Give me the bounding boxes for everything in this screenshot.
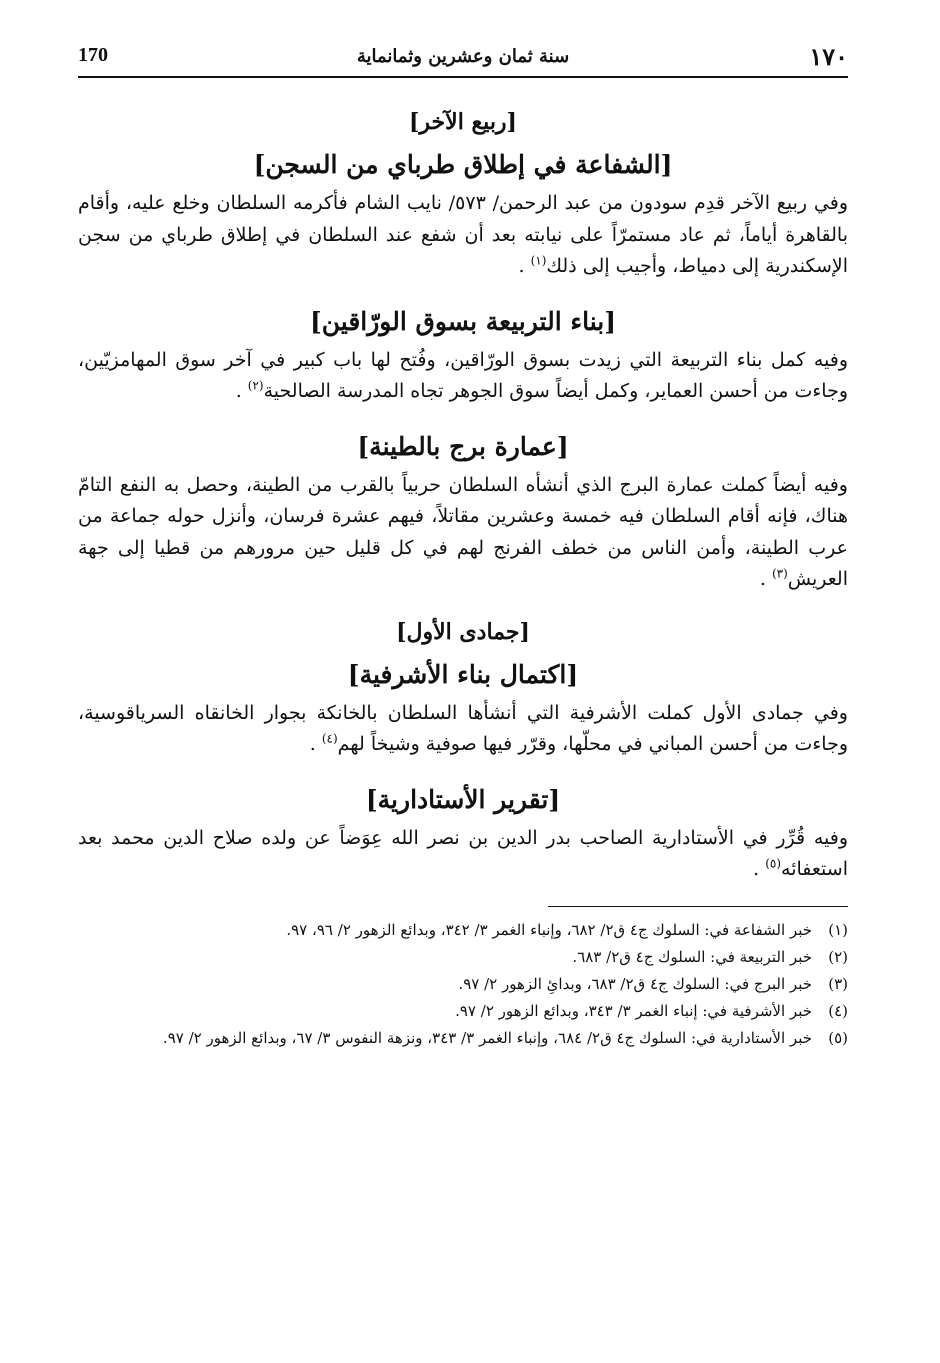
section-heading-ustadariya: [تقرير الأستادارية]	[365, 784, 561, 814]
section-heading-tarbia: [بناء التربيعة بسوق الورّاقين]	[309, 306, 617, 336]
footnote-number: (١)	[828, 920, 848, 939]
section-heading-ashrafiya: [اكتمال بناء الأشرفية]	[347, 659, 579, 689]
paragraph-end: .	[759, 568, 766, 590]
footnote-item	[78, 1025, 848, 1052]
paragraph-intercession	[78, 188, 848, 283]
page-number: 170	[78, 44, 108, 66]
paragraph-text: وفيه كمل بناء التربيعة التي زيدت بسوق الورّاقين، وفُتح لها باب كبير في آخر سوق المهامزيّين، وجاءت من أحسن العماير، وكمل أيضاً سوق الجوهر تجاه المدرسة الصالحية	[78, 348, 848, 402]
footnote-text: خبر الشفاعة في: السلوك ج٤ ق٢/ ٦٨٢، وإنباء الغمر ٣/ ٣٤٢، وبدائع الزهور ٢/ ٩٦، ٩٧.	[286, 920, 812, 939]
footnote-ref: (٤)	[321, 731, 338, 746]
paragraph-end: .	[309, 733, 316, 755]
section-heading-intercession: [الشفاعة في إطلاق طرباي من السجن]	[253, 150, 673, 179]
month-heading-rabi-akhir: [ربيع الآخر]	[409, 109, 517, 135]
footnote-number: (٤)	[828, 1001, 848, 1020]
page-body	[78, 78, 848, 886]
footnotes	[78, 906, 848, 1052]
footnote-number: (٣)	[828, 974, 848, 993]
footnote-ref: (٣)	[771, 566, 788, 581]
paragraph-tarbia	[78, 345, 848, 408]
footnote-text: خبر الأستادارية في: السلوك ج٤ ق٢/ ٦٨٤، وإنباء الغمر ٣/ ٣٤٣، ونزهة النفوس ٣/ ٦٧، وبدائع الزهور ٢/ ٩٧.	[162, 1028, 812, 1047]
footnote-number: (٥)	[828, 1028, 848, 1047]
footnote-item	[78, 917, 848, 944]
footnote-text: خبر الأشرفية في: إنباء الغمر ٣/ ٣٤٣، وبدائع الزهور ٢/ ٩٧.	[455, 1001, 812, 1020]
paragraph-text: وفي جمادى الأول كملت الأشرفية التي أنشأها السلطان بالخانكة بجوار الخانقاه السرياقوسية، وجاءت من أحسن المباني في محلّها، وقرّر فيها صوفية وشيخاً لهم	[78, 701, 848, 755]
paragraph-end: .	[753, 858, 760, 880]
paragraph-text: وفي ربيع الآخر قدِم سودون من عبد الرحمن/ ٥٧٣/ نايب الشام فأكرمه السلطان وخلع عليه، وأقام بالقاهرة أياماً، ثم عاد مستمرّاً على نيابته بعد أن شفع عند السلطان في إطلاق طرباي من سجن الإسكندرية إلى دمياط، وأجيب إلى ذلك	[78, 192, 849, 277]
paragraph-end: .	[235, 380, 242, 402]
paragraph-text: وفيه أيضاً كملت عمارة البرج الذي أنشأه السلطان حربياً بالقرب من الطينة، وحصل به النفع التامّ هناك، فإنه أقام السلطان فيه خمسة وعشرين مقاتلاً، فيهم عشرة فرسان، وأنزل حوله جماعة من عرب الطينة، وأمن الناس من خطف الفرنج لهم في كل قليل حين مرورهم من قطيا إلى جهة العريش	[78, 473, 848, 590]
footnote-item	[78, 998, 848, 1025]
page-header	[78, 40, 848, 78]
paragraph-text: وفيه قُرِّر في الأستادارية الصاحب بدر الدين بن نصر الله عِوَضاً عن ولده صلاح الدين محمد بعد استعفائه	[78, 826, 848, 880]
paragraph-ustadariya	[78, 823, 848, 886]
paragraph-end: .	[518, 255, 525, 277]
running-title: سنة ثمان وعشرين وثمانماية	[356, 46, 570, 67]
footnote-number: (٢)	[828, 947, 848, 966]
page-number-arabic: ١٧٠	[809, 42, 848, 71]
paragraph-tower	[78, 470, 848, 596]
paragraph-ashrafiya	[78, 698, 848, 761]
footnote-text: خبر التربيعة في: السلوك ج٤ ق٢/ ٦٨٣.	[572, 947, 812, 966]
book-page	[78, 40, 848, 1052]
footnote-ref: (٥)	[765, 856, 782, 871]
footnote-item	[78, 944, 848, 971]
footnote-item	[78, 971, 848, 998]
footnote-ref: (١)	[530, 253, 547, 268]
month-heading-jumada-ula: [جمادى الأول]	[396, 618, 530, 645]
footnote-ref: (٢)	[247, 378, 264, 393]
footnote-divider	[548, 906, 848, 907]
footnote-text: خبر البرج في: السلوك ج٤ ق٢/ ٦٨٣، وبدائِ الزهور ٢/ ٩٧.	[458, 974, 812, 993]
section-heading-tower: [عمارة برج بالطينة]	[357, 431, 569, 461]
